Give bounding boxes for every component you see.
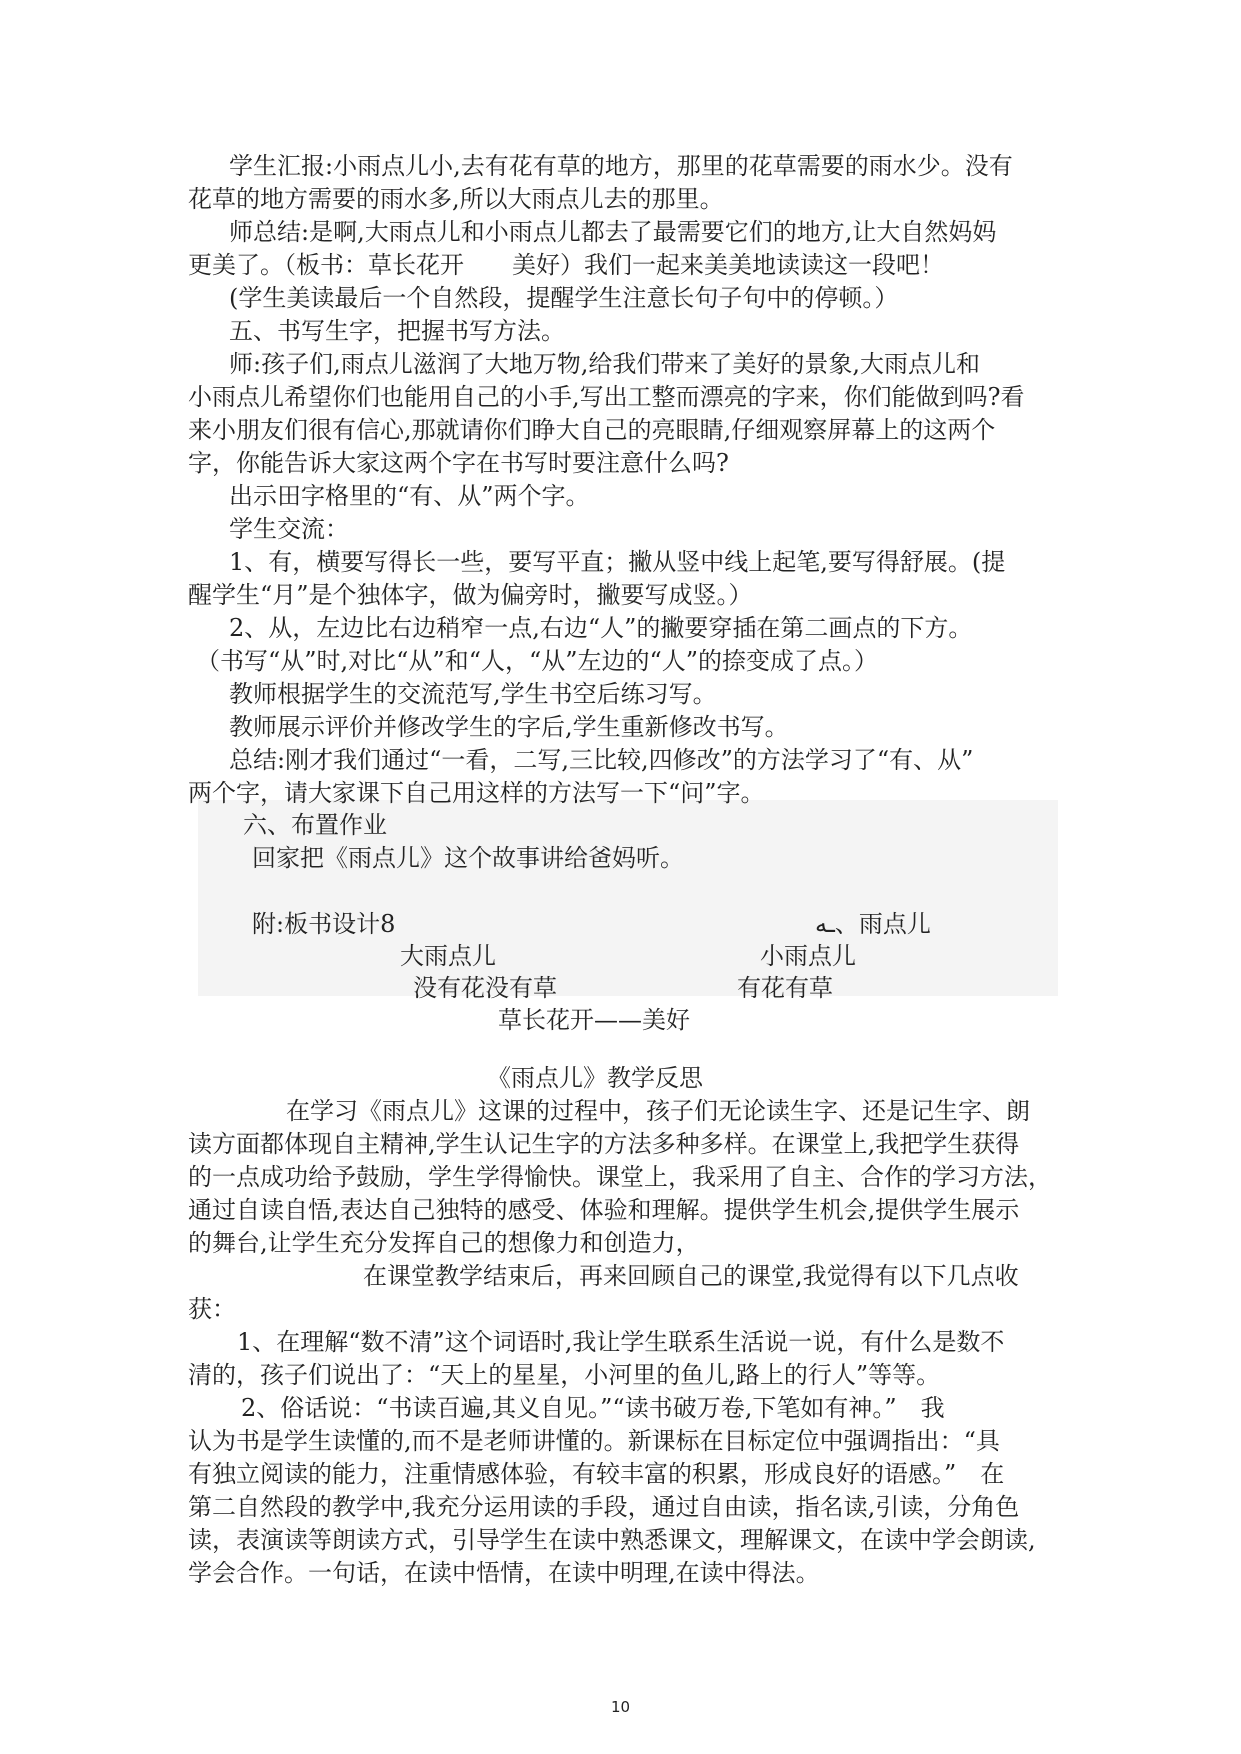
text-line-8: 小雨点儿希望你们也能用自己的小手,写出工整而漂亮的字来，你们能做到吗?看 <box>188 383 1025 411</box>
text-line-18: 教师展示评价并修改学生的字后,学生重新修改书写。 <box>229 713 789 741</box>
text-line-19: 总结:刚才我们通过“一看，二写,三比较,四修改”的方法学习了“有、从” <box>229 746 974 774</box>
text-line-3: 师总结:是啊,大雨点儿和小雨点儿都去了最需要它们的地方,让大自然妈妈 <box>229 218 997 246</box>
reflection-line-10: 2、俗话说：“书读百遍,其义自见。”“读书破万卷,下笔如有神。” 我 <box>241 1394 945 1422</box>
reflection-title: 《雨点儿》教学反思 <box>487 1064 703 1092</box>
reflection-line-3: 的一点成功给予鼓励，学生学得愉快。课堂上，我采用了自主、合作的学习方法， <box>188 1163 1052 1191</box>
section-heading-6: 六、布置作业 <box>243 811 387 839</box>
reflection-line-5: 的舞台,让学生充分发挥自己的想像力和创造力， <box>188 1229 700 1257</box>
reflection-line-14: 读，表演读等朗读方式，引导学生在读中熟悉课文，理解课文，在读中学会朗读, <box>188 1526 1036 1554</box>
text-line-16: （书写“从”时,对比“从”和“人，“从”左边的“人”的捺变成了点。） <box>196 647 879 675</box>
reflection-line-9: 清的，孩子们说出了：“天上的星星，小河里的鱼儿,路上的行人”等等。 <box>188 1361 941 1389</box>
text-line-9: 来小朋友们很有信心,那就请你们睁大自己的亮眼睛,仔细观察屏幕上的这两个 <box>188 416 996 444</box>
page-number: 10 <box>610 1698 631 1716</box>
text-line-11: 出示田字格里的“有、从”两个字。 <box>229 482 590 510</box>
reflection-line-13: 第二自然段的教学中,我充分运用读的手段，通过自由读，指名读,引读，分角色 <box>188 1493 1020 1521</box>
text-line-2: 花草的地方需要的雨水多,所以大雨点儿去的那里。 <box>188 185 724 213</box>
board-small-raindrop: 小雨点儿 <box>760 942 856 970</box>
board-title: ـه、雨点儿 <box>815 910 931 938</box>
reflection-line-8: 1、在理解“数不清”这个词语时,我让学生联系生活说一说，有什么是数不 <box>237 1328 1005 1356</box>
text-line-17: 教师根据学生的交流范写,学生书空后练习写。 <box>229 680 717 708</box>
reflection-line-4: 通过自读自悟,表达自己独特的感受、体验和理解。提供学生机会,提供学生展示 <box>188 1196 1020 1224</box>
reflection-line-15: 学会合作。一句话，在读中悟情，在读中明理,在读中得法。 <box>188 1559 820 1587</box>
text-line-15: 2、从，左边比右边稍窄一点,右边“人”的撇要穿插在第二画点的下方。 <box>229 614 973 642</box>
text-line-1: 学生汇报:小雨点儿小,去有花有草的地方，那里的花草需要的雨水少。没有 <box>229 152 1013 180</box>
board-conclusion: 草长花开——美好 <box>498 1006 690 1034</box>
text-line-12: 学生交流： <box>229 515 349 543</box>
reflection-line-11: 认为书是学生读懂的,而不是老师讲懂的。新课标在目标定位中强调指出：“具 <box>188 1427 1000 1455</box>
reflection-line-1: 在学习《雨点儿》这课的过程中，孩子们无论读生字、还是记生字、朗 <box>286 1097 1030 1125</box>
board-big-raindrop: 大雨点儿 <box>400 942 496 970</box>
reflection-line-12: 有独立阅读的能力，注重情感体验，有较丰富的积累，形成良好的语感。” 在 <box>188 1460 1005 1488</box>
text-line-7: 师:孩子们,雨点儿滋润了大地万物,给我们带来了美好的景象,大雨点儿和 <box>229 350 980 378</box>
text-line-4: 更美了。（板书：草长花开 美好）我们一起来美美地读读这一段吧！ <box>188 251 944 279</box>
homework-text: 回家把《雨点儿》这个故事讲给爸妈听。 <box>252 844 684 872</box>
text-line-13: 1、有，横要写得长一些，要写平直；撇从竖中线上起笔,要写得舒展。(提 <box>229 548 1006 576</box>
text-line-20: 两个字，请大家课下自己用这样的方法写一下“问”字。 <box>188 779 765 807</box>
board-design-label: 附:板书设计8 <box>252 910 396 938</box>
board-no-flowers: 没有花没有草 <box>413 974 557 1002</box>
reflection-line-7: 获： <box>188 1295 236 1323</box>
board-with-flowers: 有花有草 <box>737 974 833 1002</box>
text-line-5: (学生美读最后一个自然段，提醒学生注意长句子句中的停顿。） <box>229 284 899 312</box>
text-line-14: 醒学生“月”是个独体字，做为偏旁时，撇要写成竖。） <box>188 581 753 609</box>
text-line-10: 字，你能告诉大家这两个字在书写时要注意什么吗? <box>188 449 729 477</box>
reflection-line-6: 在课堂教学结束后，再来回顾自己的课堂,我觉得有以下几点收 <box>363 1262 1019 1290</box>
reflection-line-2: 读方面都体现自主精神,学生认记生字的方法多种多样。在课堂上,我把学生获得 <box>188 1130 1020 1158</box>
section-heading-5: 五、书写生字，把握书写方法。 <box>229 317 565 345</box>
